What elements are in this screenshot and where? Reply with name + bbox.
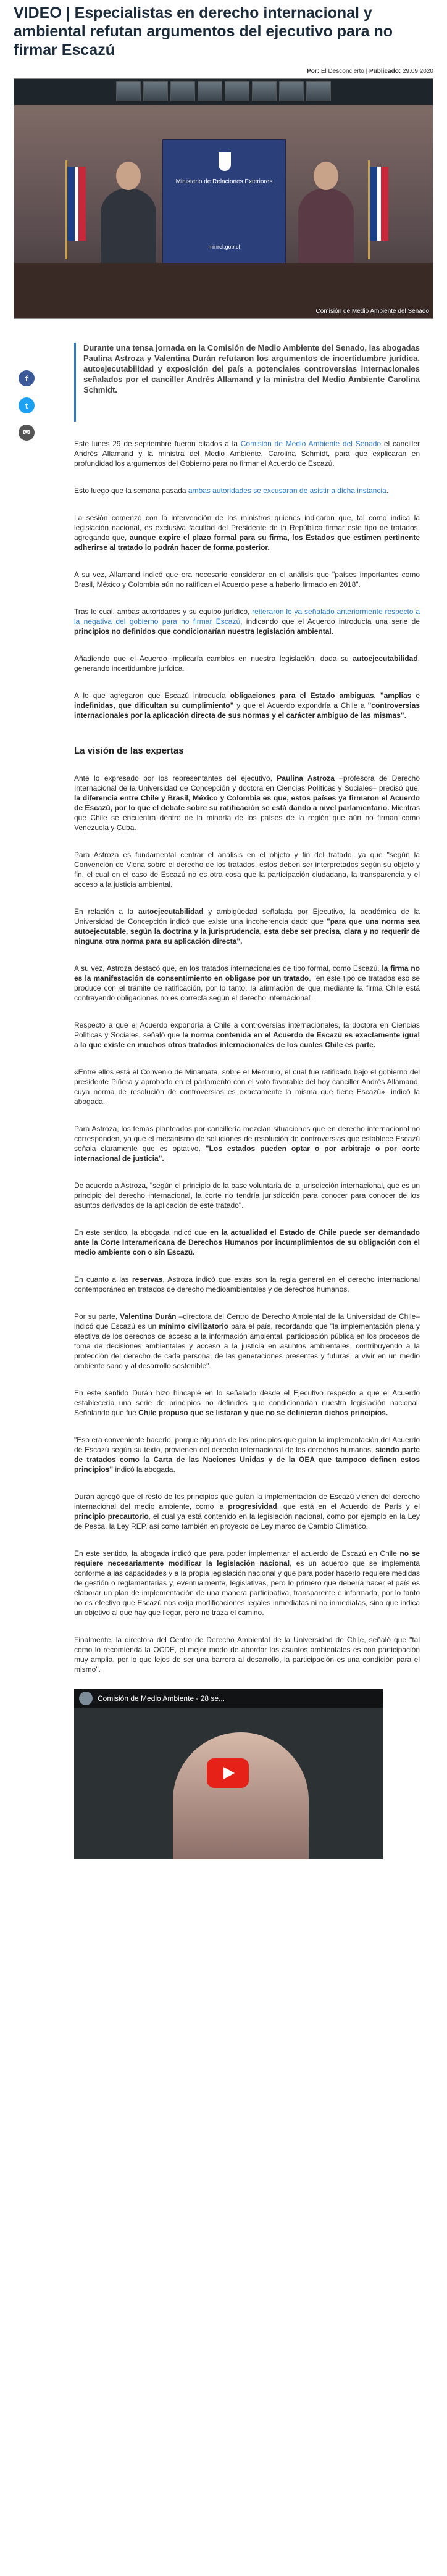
participant-thumbnails [14, 79, 433, 105]
ministry-shield-icon [219, 152, 231, 171]
paragraph: Durán agregó que el resto de los principios que guían la implementación de Escazú vienen del derecho internacional del medio ambiente, como la progresividad, que está en el Acuerdo de París y el principio precautorio, el cual ya está contenido en la legislación nacional, como por ejemplo en la Ley de Pesca, la Ley REP, así como también en proyecto de Ley marco de Cambio Climático. [74, 1492, 420, 1531]
hero-video-frame[interactable] [14, 78, 433, 319]
chile-flag-left [45, 160, 88, 259]
link-negativa-gobierno[interactable]: reiteraron lo ya señalado anteriormente respecto a la negativa del gobierno para no firmar Escazú [74, 607, 420, 626]
video-header [74, 1689, 383, 1708]
participant-thumbnail [170, 81, 195, 101]
facebook-icon[interactable]: f [19, 370, 35, 386]
paragraph: A su vez, Astroza destacó que, en los tratados internacionales de tipo formal, como Escazú, la firma no es la manifestación de consentimiento en obligase por un tratado, "en este tipo de tratados eso se produce con el trámite de ratificación, por lo tanto, la afirmación de que mediante la firma Chile está contrayendo obligaciones no es correcta según el derecho internacional". [74, 964, 420, 1002]
chile-flag-right [348, 160, 391, 259]
twitter-icon[interactable]: t [19, 397, 35, 413]
embedded-video[interactable] [74, 1689, 383, 1859]
paragraph: En este sentido, la abogada indicó que para poder implementar el acuerdo de Escazú en Chile no se requiere necesariamente modificar la legislación nacional, es un acuerdo que se implementa conforme a las capacidades y a la propia legislación nacional y que para poder hacerlo requiere medidas de gestión o reglamentarias y, eventualmente, legislativas, pero lo primero que debería hacer el país es elaborar un plan de implementación de una manera participativa, transparente e informada, por lo tanto no es efectivo que Escazú nos exija modificaciones legales inmediatas ni no inmediatas, sino que indica un objetivo al que hay que llegar, pero no traza el camino. [74, 1549, 420, 1617]
paragraph: Para Astroza, los temas planteados por cancillería mezclan situaciones que en derecho internacional no corresponden, ya que el mecanismo de soluciones de resolución de controversias que establece Escazú señala claramente que es optativo. "Los estados pueden optar o por arbitraje o por corte internacional de justicia". [74, 1124, 420, 1163]
paragraph: A lo que agregaron que Escazú introducía obligaciones para el Estado ambiguas, "amplias e indefinidas, que dificultan su cumplimiento" y que el Acuerdo expondría a Chile a "controversias internacionales por la aplicación directa de sus normas y el carácter ambiguo de las mismas". [74, 691, 420, 720]
speaker-right [298, 189, 354, 275]
hero-caption: Comisión de Medio Ambiente del Senado [315, 308, 429, 315]
participant-thumbnail [279, 81, 304, 101]
byline: Por: El Desconcierto | Publicado: 29.09.2020 [307, 68, 433, 75]
participant-thumbnail [198, 81, 222, 101]
paragraph: «Entre ellos está el Convenio de Minamata, sobre el Mercurio, el cual fue ratificado bajo el gobierno del presidente Piñera y aprobado en el parlamento con el voto favorable del hoy canciller Andrés Allamand, cuya norma de resolución de controversias es exactamente la misma que tiene Escazú», indicó la abogada. [74, 1068, 420, 1106]
paragraph: Finalmente, la directora del Centro de Derecho Ambiental de la Universidad de Chile, señaló que "tal como lo recomienda la OCDE, el mejor modo de abordar los asuntos ambientales es con participación muy amplia, por lo que lejos de ser una barrera al desarrollo, la participación es una condición para el mismo". [74, 1635, 420, 1674]
byline-date: 29.09.2020 [402, 68, 433, 75]
hero-room-scene [14, 105, 433, 318]
channel-logo-icon[interactable] [79, 1692, 93, 1705]
link-autoridades-excusaron[interactable]: ambas autoridades se excusaran de asistir a dicha instancia [188, 486, 386, 495]
section-subhead: La visión de las expertas [74, 746, 184, 756]
paragraph: La sesión comenzó con la intervención de los ministros quienes indicaron que, tal como indica la legislación nacional, es exclusiva facultad del Presidente de la República firmar este tipo de tratados, agregando que, aunque expire el plazo formal para su firma, los Estados que estimen pertinente adherirse al tratado lo podrán hacer de forma posterior. [74, 513, 420, 552]
share-bar [19, 370, 35, 441]
paragraph: "Eso era conveniente hacerlo, porque algunos de los principios que guían la implementación del Acuerdo de Escazú según su texto, provienen del derecho internacional de los derechos humanos, siendo parte de tratados como la Carta de las Naciones Unidas y de la OEA que tampoco definen estos principios" indicó la abogada. [74, 1435, 420, 1474]
email-icon[interactable]: ✉ [19, 425, 35, 441]
paragraph: En relación a la autoejecutabilidad y ambigüedad señalada por Ejecutivo, la académica de la Universidad de Concepción indicó que existe una incoherencia dado que "para que una norma sea autoejecutable, según la doctrina y la jurisprudencia, esta debe ser precisa, clara y no requerir de ninguna otra norma para su aplicación directa". [74, 907, 420, 945]
byline-por-label: Por: [307, 68, 320, 75]
backdrop-text: Ministerio de Relaciones Exteriores [175, 178, 273, 185]
participant-thumbnail [225, 81, 249, 101]
participant-thumbnail [252, 81, 277, 101]
backdrop-url: minrel.gob.cl [208, 244, 240, 250]
paragraph: Por su parte, Valentina Durán –directora del Centro de Derecho Ambiental de la Universidad de Chile– indicó que Escazú es un mínimo civilizatorio para el país, recordando que "la implementación plena y efectiva de los derechos de acceso a la información ambiental, participación pública en los procesos de toma de decisiones ambientales y acceso a la justicia en asuntos ambientales, contribuyendo a la protección del derecho de cada persona, de las generaciones presentes y futuras, a vivir en un medio ambiente sano y al desarrollo sostenible". [74, 1312, 420, 1370]
article-lead: Durante una tensa jornada en la Comisión de Medio Ambiente del Senado, las abogadas Paulina Astroza y Valentina Durán refutaron los argumentos de incertidumbre jurídica, autoejecutabilidad y exposición del país a potenciales controversias internacionales señalados por el canciller Andrés Allamand y la ministra del Medio Ambiente Carolina Schmidt. [74, 343, 420, 422]
speaker-left [101, 189, 156, 275]
paragraph: Este lunes 29 de septiembre fueron citados a la Comisión de Medio Ambiente del Senado el canciller Andrés Allamand y la ministra del Medio Ambiente, Carolina Schmidt, para que explicaran en profundidad los argumentos del Gobierno para no firmar el Acuerdo de Escazú. [74, 439, 420, 468]
participant-thumbnail [143, 81, 168, 101]
paragraph: Añadiendo que el Acuerdo implicaría cambios en nuestra legislación, dada su autoejecutabilidad, generando incertidumbre jurídica. [74, 654, 420, 673]
paragraph: En este sentido Durán hizo hincapié en lo señalado desde el Ejecutivo respecto a que el Acuerdo establecería una serie de principios no definidos que condicionarían nuestra legislación nacional. Señalando que fue Chile propuso que se listaran y que no se definieran dichos principios. [74, 1389, 420, 1417]
play-icon[interactable] [207, 1758, 249, 1788]
video-speaker [173, 1732, 309, 1859]
ministry-backdrop [162, 139, 286, 281]
participant-thumbnail [116, 81, 141, 101]
paragraph: En este sentido, la abogada indicó que en la actualidad el Estado de Chile puede ser demandado ante la Corte Interamericana de Derechos Humanos por incumplimientos de su obligación con el medio ambiente con o sin Escazú. [74, 1228, 420, 1257]
paragraph: A su vez, Allamand indicó que era necesario considerar en el análisis que "países importantes como Brasil, México y Colombia aún no ratifican el Acuerdo pese a haberlo firmado en 2018". [74, 570, 420, 589]
paragraph: De acuerdo a Astroza, "según el principio de la base voluntaria de la jurisdicción internacional, que es un principio del derecho internacional, la corte no tendría jurisdicción para conocer para conocer de los asuntos derivados de la aplicación de este tratado". [74, 1181, 420, 1210]
paragraph: En cuanto a las reservas, Astroza indicó que estas son la regla general en el derecho internacional contemporáneo en tratados de derecho medioambientales y de derechos humanos. [74, 1275, 420, 1294]
participant-thumbnail [306, 81, 331, 101]
video-title[interactable]: Comisión de Medio Ambiente - 28 se... [98, 1694, 225, 1703]
article-title: VIDEO | Especialistas en derecho internacional y ambiental refutan argumentos del ejecutivo para no firmar Escazú [14, 4, 393, 59]
byline-published-label: Publicado: [369, 68, 401, 75]
paragraph: Tras lo cual, ambas autoridades y su equipo jurídico, reiteraron lo ya señalado anteriormente respecto a la negativa del gobierno para no firmar Escazú, indicando que el Acuerdo introducía una serie de principios no definidos que condicionarían nuestra legislación ambiental. [74, 607, 420, 636]
paragraph: Para Astroza es fundamental centrar el análisis en el objeto y fin del tratado, ya que "según la Convención de Viena sobre el derecho de los tratados, estos deben ser interpretados según su objeto y fin, el cual en el caso de Escazú no es otra cosa que la participación ciudadana, la transparencia y el acceso a la justicia ambiental. [74, 850, 420, 889]
paragraph: Respecto a que el Acuerdo expondría a Chile a controversias internacionales, la doctora en Ciencias Políticas y Sociales, señaló que la norma contenida en el Acuerdo de Escazú es exactamente igual a la que existe en muchos otros tratados internacionales de los cuales Chile es parte. [74, 1021, 420, 1049]
byline-author[interactable]: El Desconcierto [320, 68, 364, 75]
paragraph: Ante lo expresado por los representantes del ejecutivo, Paulina Astroza –profesora de Derecho Internacional de la Universidad de Concepción y doctora en Ciencias Políticas y Sociales– precisó que, la diferencia entre Chile y Brasil, México y Colombia es que, estos países ya firmaron el Acuerdo de Escazú, por lo que el debate sobre su ratificación se está dando a nivel parlamentario. Mientras que Chile se encuentra dentro de la minoría de los países de la región que aún no firman como Venezuela y Cuba. [74, 774, 420, 832]
link-comision-medio-ambiente[interactable]: Comisión de Medio Ambiente del Senado [240, 439, 382, 448]
paragraph: Esto luego que la semana pasada ambas autoridades se excusaran de asistir a dicha instancia. [74, 486, 389, 495]
article-body [74, 343, 420, 1859]
